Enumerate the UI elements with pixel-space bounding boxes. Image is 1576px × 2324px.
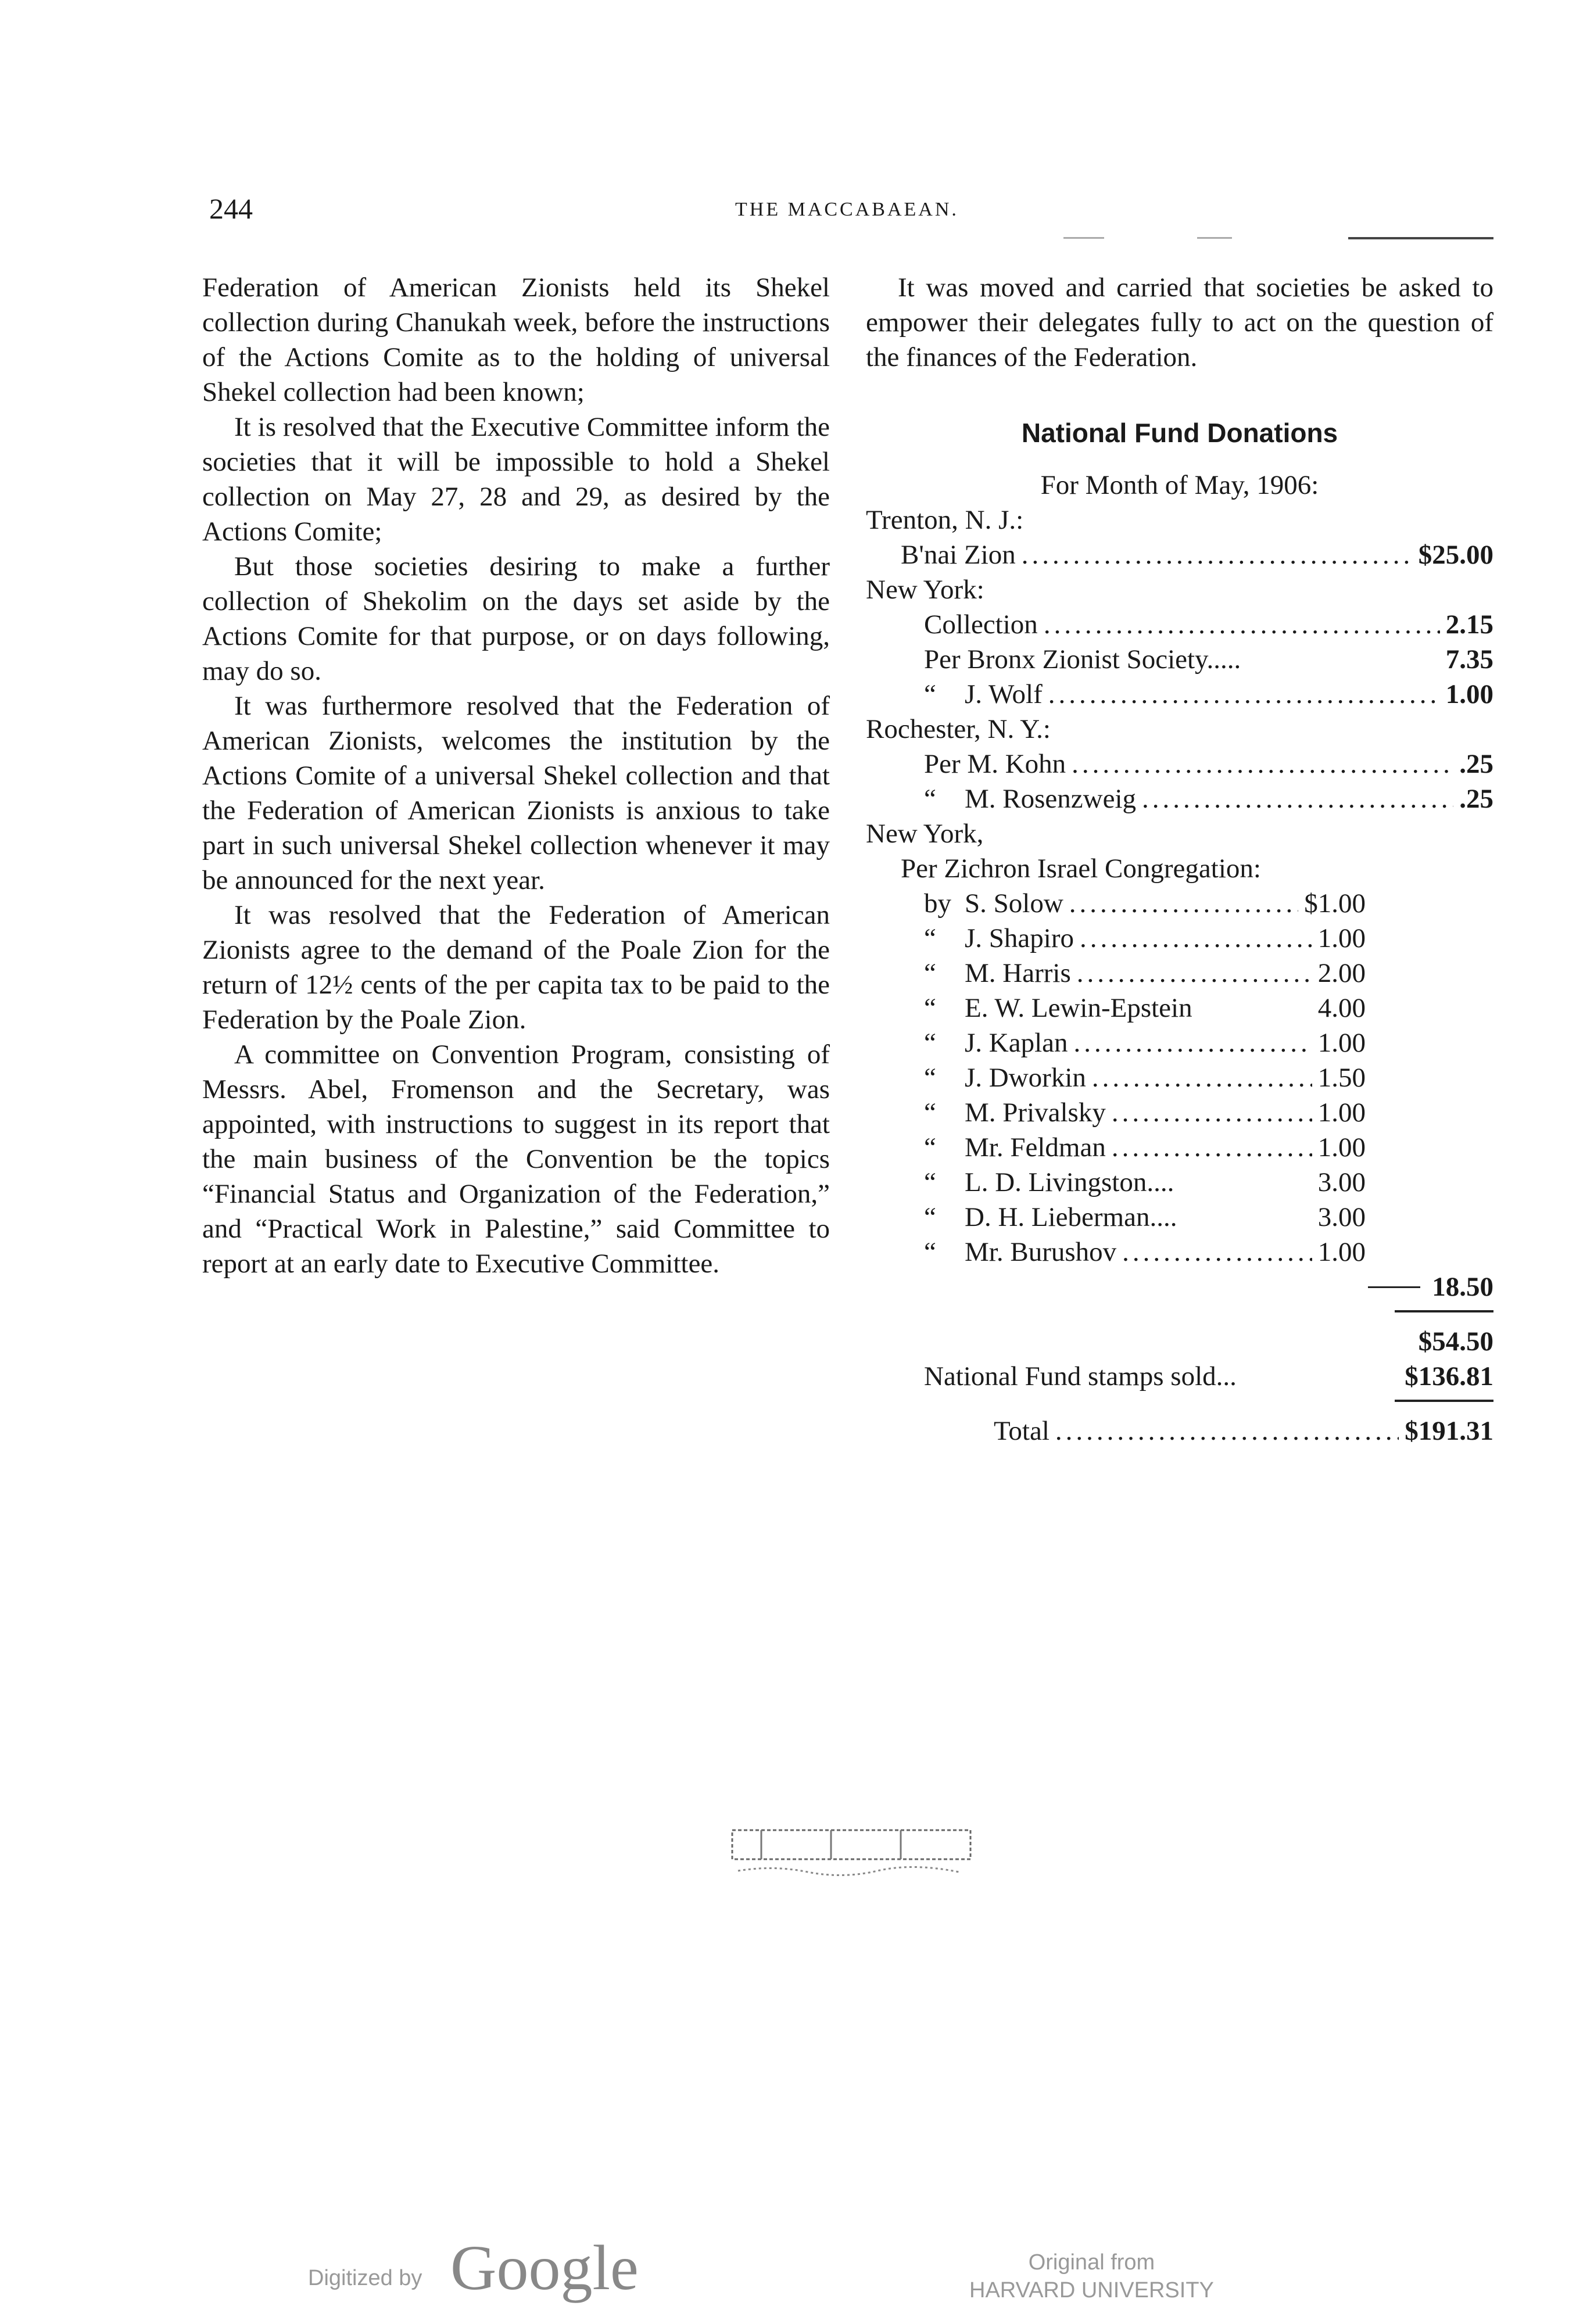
donation-row [866,956,1366,991]
donation-amount: .25 [1459,749,1493,779]
right-column [866,270,1493,1448]
donor-name: M. Rosenzweig [965,784,1137,814]
dot-leader [1080,921,1312,956]
paragraph: It was moved and carried that societies be asked to empower their delegates fully to act on the question of the finances of the Federation. [866,272,1493,372]
dot-leader [1112,1095,1312,1130]
donation-amount: 1.00 [1317,1028,1366,1058]
total-row [866,1414,1493,1448]
donor-name: E. W. Lewin-Epstein [965,993,1192,1023]
donation-row [866,1200,1366,1235]
donation-amount: 1.00 [1317,1132,1366,1163]
sum-row [866,1324,1493,1359]
dot-leader [1077,956,1312,991]
donation-amount: 1.00 [1317,1098,1366,1128]
donation-amount: 1.50 [1317,1063,1366,1093]
running-title: THE MACCABAEAN. [735,199,959,220]
donor-name: J. Kaplan [965,1028,1068,1058]
original-from-label: Original from [1028,2250,1155,2275]
donor-name: Mr. Burushov [965,1237,1117,1267]
total-label: Total [994,1416,1050,1446]
section-heading: National Fund Donations [1021,418,1338,448]
donor-name: M. Privalsky [965,1098,1106,1128]
donation-amount: 1.00 [1317,1237,1366,1267]
donation-amount: $25.00 [1418,540,1493,570]
donation-row [866,1235,1366,1269]
donation-amount: 2.15 [1445,609,1493,640]
dot-leader [1142,781,1453,816]
library-stamp [726,1824,976,1882]
donation-amount: 3.00 [1317,1202,1366,1232]
ditto-mark: “ [924,993,936,1023]
header-rule [1197,237,1232,239]
donation-amount: .25 [1459,784,1493,814]
header-rule [1063,237,1104,239]
donor-name: D. H. Lieberman.... [965,1202,1177,1232]
google-logo: Google [450,2232,639,2303]
donation-row [866,747,1493,781]
donation-row [866,537,1493,572]
donation-amount: 2.00 [1317,958,1366,988]
donor-name: S. Solow [965,888,1063,919]
location-label: Trenton, N. J.: [866,505,1024,535]
paragraph: A committee on Convention Program, consisting of Messrs. Abel, Fromenson and the Secretary, was appointed, with instructions to suggest in its report that the main business of the Convention be the topics “Financial Status and Organization of the Federation,” and “Practical Work in Palestine,” said Committee to report at an early date to Executive Committee. [202,1039,830,1279]
donor-name: L. D. Livingston.... [965,1167,1174,1197]
donation-amount: 4.00 [1317,993,1366,1023]
ditto-mark: “ [924,1063,936,1093]
prefix-by: by [924,888,951,919]
page-number: 244 [209,192,253,225]
donation-row [866,642,1493,677]
dot-leader [1044,607,1440,642]
congregation-label: Per Zichron Israel Congregation: [901,853,1261,884]
paragraph: But those societies desiring to make a further collection of Shekolim on the days set aside by the Actions Comite for that purpose, or on days following, may do so. [202,551,830,686]
dot-leader [1122,1235,1312,1269]
dot-leader [1112,1130,1312,1165]
donation-amount: 7.35 [1445,644,1493,675]
ditto-mark: “ [924,679,936,709]
original-from [969,2248,1214,2304]
month-line: For Month of May, 1906: [1040,470,1319,500]
donation-amount: 3.00 [1317,1167,1366,1197]
donation-row [866,886,1366,921]
donor-name: Collection [924,609,1038,640]
location-label: New York: [866,575,984,605]
donation-amount: 1.00 [1445,679,1493,709]
dot-leader [1055,1414,1399,1448]
total-amount: $191.31 [1405,1416,1493,1446]
left-column [202,270,830,1281]
ditto-mark: “ [924,1132,936,1163]
paragraph: It was resolved that the Federation of American Zionists agree to the demand of the Poale Zion for the return of 12½ cents of the per capita tax to be paid to the Federation by the Poale Zion. [202,900,830,1035]
ditto-mark: “ [924,923,936,953]
stamps-label: National Fund stamps sold... [924,1361,1237,1391]
donation-amount: $1.00 [1304,888,1366,919]
donation-row [866,921,1366,956]
donation-row [866,607,1493,642]
ditto-mark: “ [924,1237,936,1267]
sum-amount: $54.50 [1418,1326,1493,1357]
dot-leader [1022,537,1413,572]
donation-row [866,677,1493,712]
donor-name: Per M. Kohn [924,749,1066,779]
ditto-mark: “ [924,1167,936,1197]
donation-row [866,1025,1366,1060]
ditto-mark: “ [924,1202,936,1232]
ditto-mark: “ [924,1098,936,1128]
congregation-donations [866,886,1493,1269]
paragraph: It is resolved that the Executive Committee inform the societies that it will be impossible to hold a Shekel collection on May 27, 28 and 29, as desired by the Actions Comite; [202,412,830,547]
stamps-row [866,1359,1493,1394]
donation-row [866,1165,1366,1200]
subtotal-amount: 18.50 [1432,1272,1493,1302]
digitized-by-label: Digitized by [308,2266,422,2290]
subtotal-dash [1368,1286,1420,1288]
donor-name: Per Bronx Zionist Society..... [924,644,1241,675]
donation-row [866,1095,1366,1130]
donor-name: J. Dworkin [965,1063,1086,1093]
location-label: New York, [866,819,984,849]
sum-rule [1395,1310,1493,1312]
location-label: Rochester, N. Y.: [866,714,1051,744]
stamps-amount: $136.81 [1405,1361,1493,1391]
ditto-mark: “ [924,784,936,814]
donation-row [866,1060,1366,1095]
paragraph: Federation of American Zionists held its Shekel collection during Chanukah week, before the instructions of the Actions Comite as to the holding of universal Shekel collection had been known; [202,272,830,407]
dot-leader [1092,1060,1312,1095]
dot-leader [1074,1025,1312,1060]
donor-name: Mr. Feldman [965,1132,1106,1163]
donor-name: J. Shapiro [965,923,1074,953]
donation-amount: 1.00 [1317,923,1366,953]
donation-row [866,991,1366,1025]
paragraph: It was furthermore resolved that the Federation of American Zionists, welcomes the institution by the Actions Comite of a universal Shekel collection and that the Federation of American Zionists is anxious to take part in such universal Shekel collection whenever it may be announced for the next year. [202,691,830,895]
dot-leader [1069,886,1298,921]
donor-name: M. Harris [965,958,1071,988]
donation-row [866,781,1493,816]
institution-name: HARVARD UNIVERSITY [969,2278,1214,2303]
donor-name: B'nai Zion [901,540,1016,570]
ditto-mark: “ [924,1028,936,1058]
ditto-mark: “ [924,958,936,988]
header-rule [1348,237,1493,239]
total-rule [1395,1400,1493,1402]
dot-leader [1048,677,1440,712]
donor-name: J. Wolf [965,679,1043,709]
subtotal-line [866,1269,1493,1304]
donation-row [866,1130,1366,1165]
dot-leader [1072,747,1453,781]
